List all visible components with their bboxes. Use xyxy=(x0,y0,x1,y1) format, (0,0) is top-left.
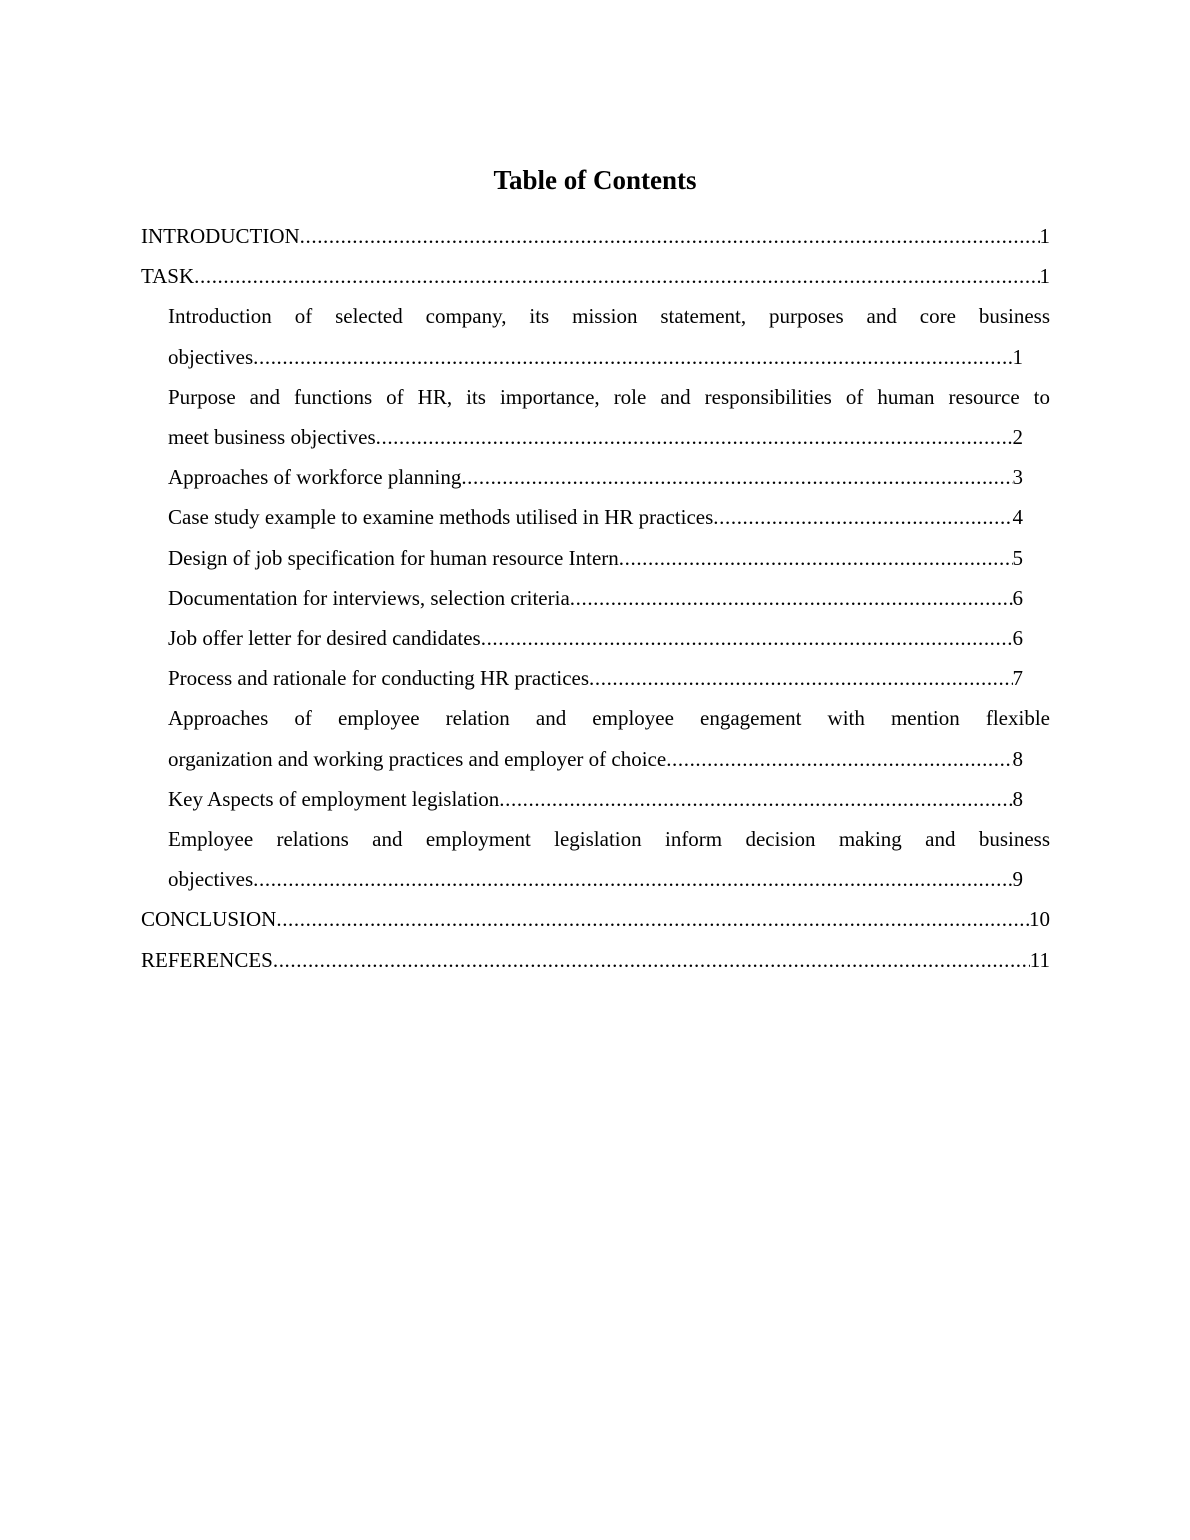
dot-leader xyxy=(276,899,1029,939)
toc-entry-label: Process and rationale for conducting HR practices xyxy=(168,666,590,691)
toc-entry-line xyxy=(168,417,1023,457)
toc-entry-line xyxy=(141,940,1050,980)
dot-leader xyxy=(461,457,1012,497)
toc-entry-first-line: Introduction of selected company, its mission statement, purposes and core business xyxy=(168,304,1050,329)
toc-page-number: 7 xyxy=(1012,666,1023,691)
toc-entry-case-study[interactable] xyxy=(168,497,1023,537)
toc-entry-line xyxy=(168,497,1023,537)
dot-leader xyxy=(481,618,1013,658)
dot-leader xyxy=(253,859,1012,899)
toc-entry-label: INTRODUCTION xyxy=(141,224,300,248)
toc-entry-label: objectives xyxy=(168,344,254,369)
toc-entry-first-line: Purpose and functions of HR, its importance, role and responsibilities of human resource to xyxy=(168,384,1050,409)
toc-entry-label: Case study example to examine methods utilised in HR practices xyxy=(168,505,714,530)
dot-leader xyxy=(300,216,1040,256)
toc-entry-references[interactable] xyxy=(141,940,1050,980)
toc-entry-decision-making[interactable] xyxy=(168,819,1050,899)
dot-leader xyxy=(713,497,1012,537)
toc-entry-conclusion[interactable] xyxy=(141,899,1050,939)
dot-leader xyxy=(376,417,1013,457)
toc-page-number: 9 xyxy=(1012,867,1023,892)
toc-entry-job-offer-letter[interactable] xyxy=(168,618,1023,658)
toc-page-number: 5 xyxy=(1012,545,1023,570)
toc-page-number: 1 xyxy=(1012,344,1023,369)
toc-entry-workforce-planning[interactable] xyxy=(168,457,1023,497)
toc-entry-label: organization and working practices and employer of choice xyxy=(168,746,667,771)
toc-entry-hr-practices-process[interactable] xyxy=(168,658,1023,698)
toc-entry-line xyxy=(168,578,1023,618)
toc-entry-introduction[interactable] xyxy=(141,216,1050,256)
toc-entry-line xyxy=(141,256,1050,296)
toc-entry-label: Documentation for interviews, selection criteria xyxy=(168,585,570,610)
dot-leader xyxy=(273,940,1030,980)
toc-entry-line xyxy=(168,859,1023,899)
dot-leader xyxy=(253,337,1012,377)
toc-entry-label: Design of job specification for human resource Intern xyxy=(168,545,619,570)
toc-entry-label: Job offer letter for desired candidates xyxy=(168,626,481,651)
toc-entry-label: CONCLUSION xyxy=(141,907,277,932)
toc-page-number: 10 xyxy=(1029,907,1050,932)
toc-entry-label: objectives xyxy=(168,867,254,892)
toc-entry-label: Approaches of workforce planning xyxy=(168,465,462,490)
toc-page-number: 6 xyxy=(1012,626,1023,651)
toc-entry-label: meet business objectives xyxy=(168,425,376,450)
toc-entry-employee-relation[interactable] xyxy=(168,698,1050,778)
toc-entry-line xyxy=(168,538,1023,578)
toc-page-number: 1 xyxy=(1039,264,1050,289)
toc-entry-label: REFERENCES xyxy=(141,947,273,972)
dot-leader xyxy=(499,779,1012,819)
toc-entry-label: Key Aspects of employment legislation xyxy=(168,786,500,811)
toc-entry-first-line: Approaches of employee relation and employee engagement with mention flexible xyxy=(168,706,1050,731)
toc-entry-line xyxy=(168,337,1023,377)
toc-entry-job-specification[interactable] xyxy=(168,538,1023,578)
dot-leader xyxy=(619,538,1013,578)
dot-leader xyxy=(194,256,1039,296)
dot-leader xyxy=(570,578,1013,618)
toc-title: Table of Contents xyxy=(493,165,697,195)
toc-entry-line xyxy=(141,216,1050,256)
toc-entry-line xyxy=(168,618,1023,658)
toc-entry-line xyxy=(141,899,1050,939)
toc-entry-line xyxy=(168,658,1023,698)
toc-page-number: 8 xyxy=(1012,786,1023,811)
toc-entry-interview-documentation[interactable] xyxy=(168,578,1023,618)
toc-page-number: 6 xyxy=(1012,585,1023,610)
toc-entry-company-introduction[interactable] xyxy=(168,296,1050,376)
toc-entry-hr-purpose[interactable] xyxy=(168,377,1050,457)
dot-leader xyxy=(666,739,1012,779)
toc-entry-line xyxy=(168,779,1023,819)
toc-entry-task[interactable] xyxy=(141,256,1050,296)
toc-page-number: 1 xyxy=(1039,224,1050,248)
toc-entry-employment-legislation[interactable] xyxy=(168,779,1023,819)
toc-entry-line xyxy=(168,739,1023,779)
toc-page-number: 8 xyxy=(1012,746,1023,771)
toc-page-number: 11 xyxy=(1029,947,1050,972)
toc-entry-label: TASK xyxy=(141,264,195,289)
toc-entry-line xyxy=(168,457,1023,497)
toc-page-number: 4 xyxy=(1012,505,1023,530)
toc-entry-first-line: Employee relations and employment legislation inform decision making and business xyxy=(168,827,1050,852)
toc-page-number: 3 xyxy=(1012,465,1023,490)
dot-leader xyxy=(589,658,1012,698)
toc-list xyxy=(141,216,1050,980)
toc-page-number: 2 xyxy=(1012,425,1023,450)
